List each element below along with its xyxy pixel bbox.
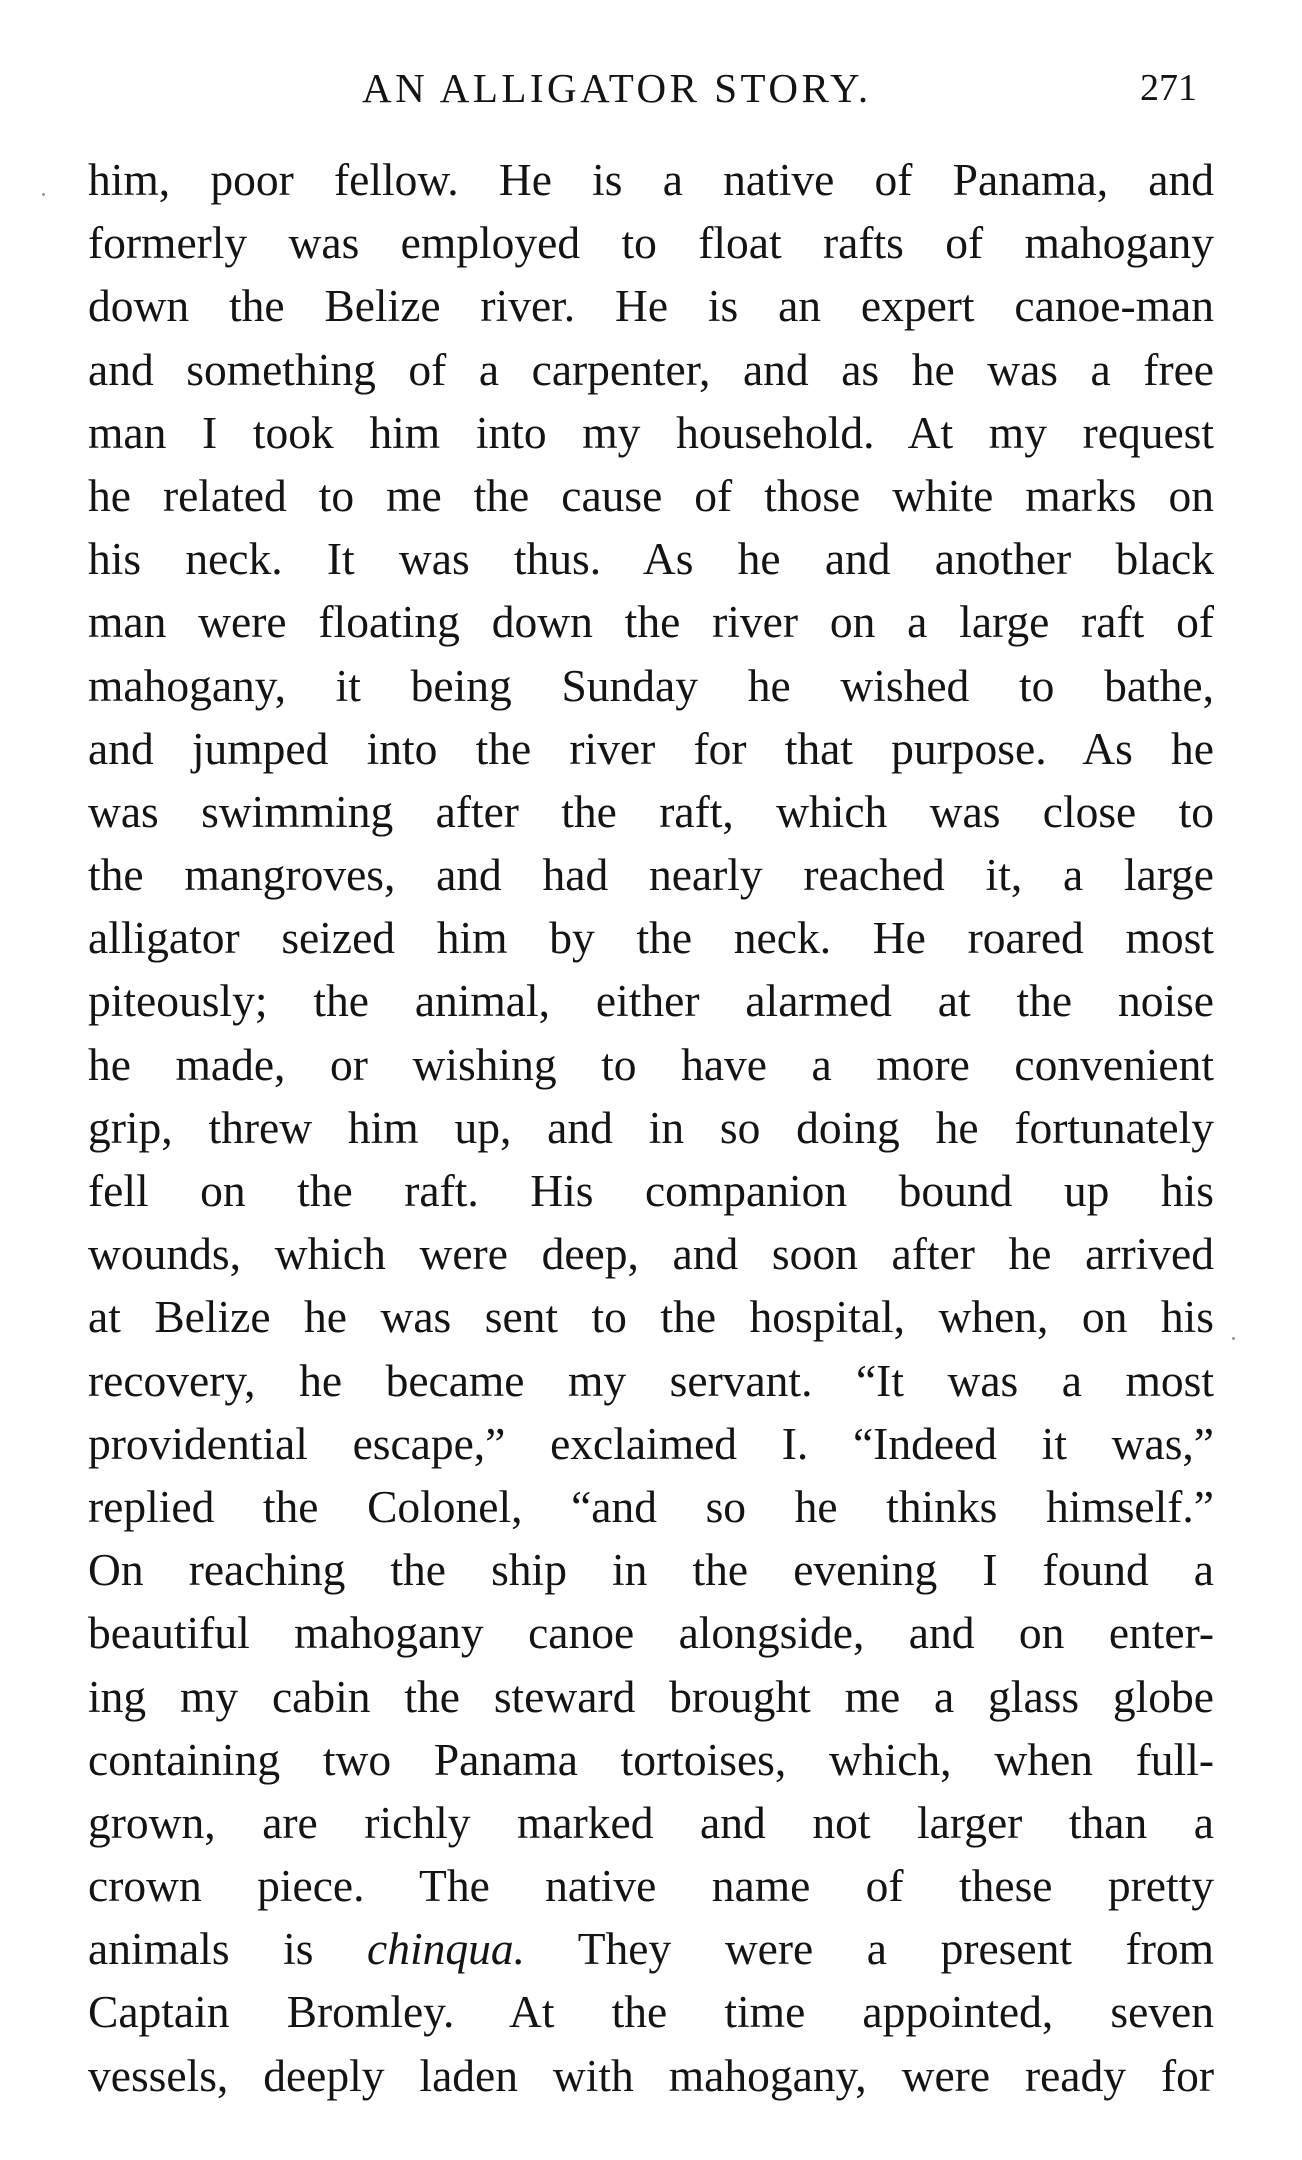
text-line: down the Belize river. He is an expert canoe-man [88, 280, 1214, 332]
text-line: crown piece. The native name of these pretty [88, 1860, 1214, 1912]
text-line: fell on the raft. His companion bound up his [88, 1165, 1214, 1216]
running-title: AN ALLIGATOR STORY. [362, 65, 872, 111]
text-line: his neck. It was thus. As he and another black [88, 533, 1214, 585]
text-line: grown, are richly marked and not larger than a [88, 1796, 1214, 1848]
text-line: On reaching the ship in the evening I found a [88, 1544, 1214, 1596]
text-line: man were floating down the river on a large raft of [88, 596, 1214, 648]
text-line: Captain Bromley. At the time appointed, seven [88, 1986, 1214, 2038]
text-line: formerly was employed to float rafts of mahogany [88, 217, 1214, 269]
text-line: mahogany, it being Sunday he wished to bathe, [88, 659, 1214, 711]
text-line-with-italic [88, 1917, 1214, 1980]
text-line: he related to me the cause of those white marks on [88, 469, 1214, 521]
body-text [88, 148, 1214, 2107]
text-line: man I took him into my household. At my request [88, 406, 1214, 458]
text-line: was swimming after the raft, which was close to [88, 785, 1214, 837]
text-line: ing my cabin the steward brought me a glass globe [88, 1670, 1214, 1722]
text-line: containing two Panama tortoises, which, when full- [88, 1733, 1214, 1785]
text-line: replied the Colonel, “and so he thinks himself.” [88, 1480, 1214, 1532]
text-line: beautiful mahogany canoe alongside, and on enter- [88, 1607, 1214, 1659]
text-line: he made, or wishing to have a more convenient [88, 1038, 1214, 1090]
text-line: and something of a carpenter, and as he was a free [88, 343, 1214, 395]
italic-term: chinqua. [367, 1923, 525, 1975]
text-line: wounds, which were deep, and soon after he arrived [88, 1228, 1214, 1280]
text-line: grip, threw him up, and in so doing he fortunately [88, 1101, 1214, 1153]
page-number: 271 [1140, 67, 1197, 109]
text-line: at Belize he was sent to the hospital, when, on his [88, 1291, 1214, 1343]
text-line: the mangroves, and had nearly reached it, a large [88, 849, 1214, 901]
text-segment: They were a present from [525, 1923, 1214, 1975]
text-line: recovery, he became my servant. “It was a most [88, 1354, 1214, 1406]
text-line: vessels, deeply laden with mahogany, were ready for [88, 2049, 1214, 2101]
running-header [0, 58, 1302, 118]
text-line: providential escape,” exclaimed I. “Indeed it was,” [88, 1417, 1214, 1469]
text-line: piteously; the animal, either alarmed at the noise [88, 975, 1214, 1027]
text-segment: animals is [88, 1923, 368, 1975]
paper-speck [42, 193, 45, 196]
text-line: alligator seized him by the neck. He roared most [88, 912, 1214, 964]
paper-speck [1232, 1337, 1235, 1340]
text-line: and jumped into the river for that purpose. As he [88, 722, 1214, 774]
text-line: him, poor fellow. He is a native of Panama, and [88, 154, 1214, 205]
